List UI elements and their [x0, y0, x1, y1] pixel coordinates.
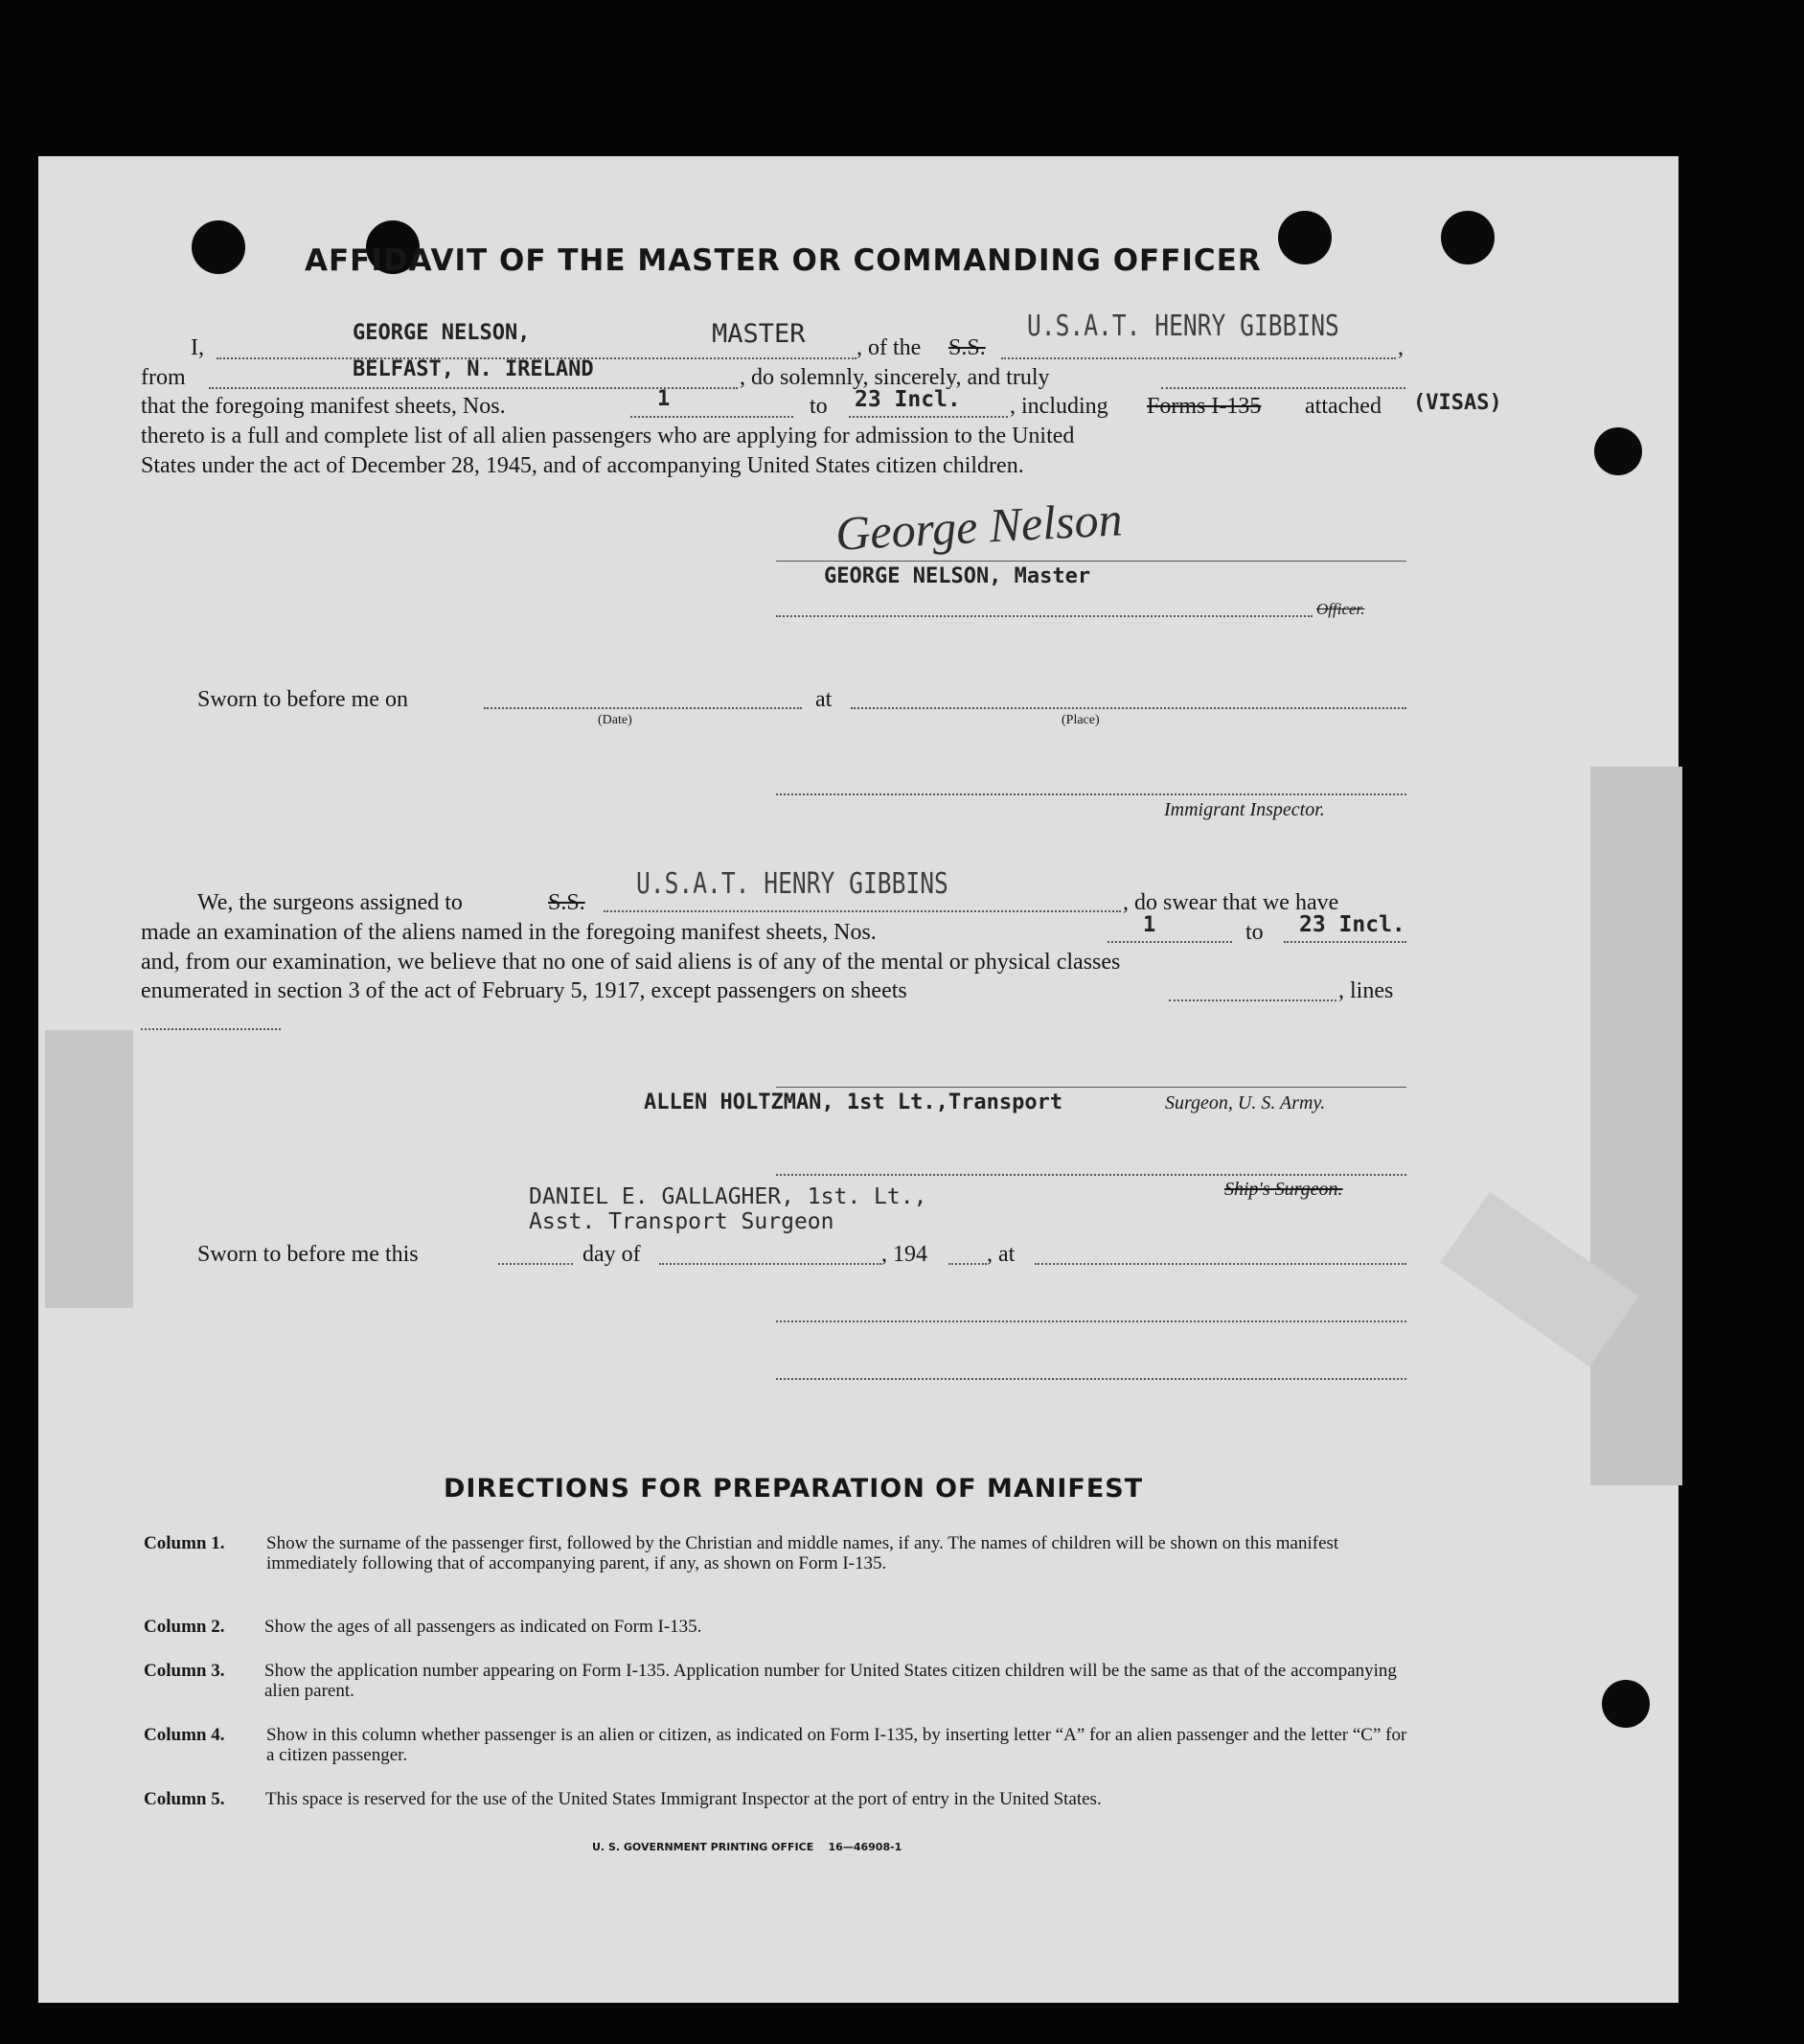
- of-the-label: , of the: [856, 335, 922, 360]
- direction-label: Column 4.: [144, 1725, 225, 1745]
- from-label: from: [141, 365, 186, 390]
- surgeons-ss-struck: S.S.: [548, 890, 585, 915]
- punch-hole: [192, 220, 245, 274]
- direction-text: Show the ages of all passengers as indicated on Form I-135.: [264, 1617, 702, 1637]
- signature-line: [776, 561, 1406, 562]
- sworn1-place-line: [851, 707, 1406, 709]
- surgeons-sheet-from: 1: [1143, 913, 1156, 937]
- surgeons-label: We, the surgeons assigned to: [197, 890, 463, 915]
- and-from-text: and, from our examination, we believe that no one of said aliens is of any of the mental or physical classes: [141, 950, 1121, 975]
- enumerated-text: enumerated in section 3 of the act of February 5, 1917, except passengers on sheets: [141, 978, 907, 1003]
- sworn2-day-line: [498, 1263, 573, 1265]
- punch-hole: [1602, 1680, 1650, 1728]
- ss-struck: S.S.: [948, 335, 986, 360]
- ships-surgeon-struck: Ship's Surgeon.: [1224, 1179, 1343, 1200]
- surgeon1-typed: ALLEN HOLTZMAN, 1st Lt.,Transport: [644, 1091, 1063, 1114]
- visas: (VISAS): [1413, 391, 1502, 415]
- including-text: , including: [1010, 394, 1108, 419]
- thereto-text: thereto is a full and complete list of all alien passengers who are applying for admission to the United: [141, 424, 1075, 448]
- sheet-to: 23 Incl.: [855, 387, 961, 412]
- surgeons-sheet-to: 23 Incl.: [1299, 912, 1405, 937]
- inspector-line: [776, 793, 1406, 795]
- printer-imprint: U. S. GOVERNMENT PRINTING OFFICE 16—46908-1: [592, 1841, 902, 1853]
- sworn2-sign-line-1: [776, 1321, 1406, 1322]
- surgeons-to-label: to: [1245, 920, 1264, 945]
- sworn2-at: , at: [987, 1242, 1016, 1267]
- surgeons-to-line: [1284, 941, 1406, 943]
- surgeons-ship-line: [604, 910, 1121, 912]
- surgeon1-caption: Surgeon, U. S. Army.: [1165, 1092, 1326, 1114]
- direction-label: Column 2.: [144, 1617, 225, 1637]
- to-label: to: [810, 394, 828, 419]
- solemnly-text: , do solemnly, sincerely, and truly: [740, 365, 1050, 390]
- direction-text: This space is reserved for the use of the United States Immigrant Inspector at the port of entry in the United States.: [265, 1789, 1102, 1809]
- sworn1-at: at: [815, 687, 833, 712]
- direction-label: Column 5.: [144, 1789, 225, 1809]
- lines-line: [141, 1028, 281, 1030]
- comma: ,: [1398, 335, 1404, 360]
- sworn2-day-of: day of: [582, 1242, 641, 1267]
- direction-text: Show the application number appearing on Form I-135. Application number for United States citizen children will be the same as that of the accompanying alien parent.: [264, 1661, 1397, 1701]
- sworn2-year-line: [948, 1263, 987, 1265]
- affidavit-title: AFFIDAVIT OF THE MASTER OR COMMANDING OFFICER: [305, 243, 1262, 278]
- sworn2-year: , 194: [881, 1242, 927, 1267]
- surgeons-from-line: [1108, 941, 1232, 943]
- i-label: I,: [191, 335, 204, 360]
- sworn1-label: Sworn to before me on: [197, 687, 408, 712]
- sworn2-sign-line-2: [776, 1378, 1406, 1380]
- except-sheets-line: [1169, 999, 1336, 1001]
- attached-text: attached: [1305, 394, 1382, 419]
- surgeons-ship-stamp: U.S.A.T. HENRY GIBBINS: [636, 867, 948, 901]
- direction-text: Show in this column whether passenger is an alien or citizen, as indicated on Form I-135, by inserting letter “A” for an alien passenger and the letter “C” for a citizen passenger.: [266, 1725, 1407, 1765]
- surgeon1-line: [776, 1087, 1406, 1088]
- direction-label: Column 1.: [144, 1533, 225, 1553]
- place-caption: (Place): [1062, 713, 1100, 727]
- from-value: BELFAST, N. IRELAND: [353, 357, 594, 381]
- sworn2-label: Sworn to before me this: [197, 1242, 419, 1267]
- tape-piece: [1590, 767, 1682, 1485]
- direction-text: Show the surname of the passenger first, followed by the Christian and middle names, if any. The names of children will be shown on this manifest immediately following that of accompanying parent, if any, as shown on Form I-135.: [266, 1533, 1339, 1573]
- master-name: GEORGE NELSON,: [353, 321, 531, 345]
- sheets-text: that the foregoing manifest sheets, Nos.: [141, 394, 506, 419]
- rank-stamp: MASTER: [712, 319, 806, 349]
- officer-struck: Officer.: [1316, 600, 1365, 618]
- directions-title: DIRECTIONS FOR PREPARATION OF MANIFEST: [444, 1474, 1144, 1504]
- solemnly-line: [1161, 387, 1405, 389]
- do-swear-text: , do swear that we have: [1123, 890, 1339, 915]
- surgeon2-line: [776, 1174, 1406, 1176]
- sworn1-date-line: [484, 707, 802, 709]
- punch-hole: [1278, 211, 1332, 264]
- forms-struck: Forms I-135: [1147, 394, 1262, 419]
- sheet-to-line: [849, 416, 1008, 418]
- ship-line: [1001, 357, 1396, 359]
- made-exam-text: made an examination of the aliens named in the foregoing manifest sheets, Nos.: [141, 920, 877, 945]
- date-caption: (Date): [598, 713, 632, 727]
- signer-typed: GEORGE NELSON, Master: [824, 564, 1091, 588]
- ship-stamp: U.S.A.T. HENRY GIBBINS: [1027, 310, 1339, 343]
- inspector-caption: Immigrant Inspector.: [1164, 799, 1325, 820]
- punch-hole: [1441, 211, 1495, 264]
- sheet-from-line: [630, 416, 793, 418]
- sheet-from: 1: [657, 387, 671, 411]
- states-act-text: States under the act of December 28, 1945, and of accompanying United States citizen children.: [141, 453, 1024, 478]
- punch-hole: [1594, 427, 1642, 475]
- tape-piece: [45, 1030, 133, 1308]
- officer-line: [776, 615, 1313, 617]
- lines-text: , lines: [1338, 978, 1394, 1003]
- sworn2-month-line: [659, 1263, 881, 1265]
- master-signature: George Nelson: [833, 492, 1124, 561]
- surgeon2-typed-2: Asst. Transport Surgeon: [529, 1209, 834, 1234]
- sworn2-place-line: [1035, 1263, 1406, 1265]
- direction-label: Column 3.: [144, 1661, 225, 1681]
- surgeon2-typed-1: DANIEL E. GALLAGHER, 1st. Lt.,: [529, 1184, 927, 1209]
